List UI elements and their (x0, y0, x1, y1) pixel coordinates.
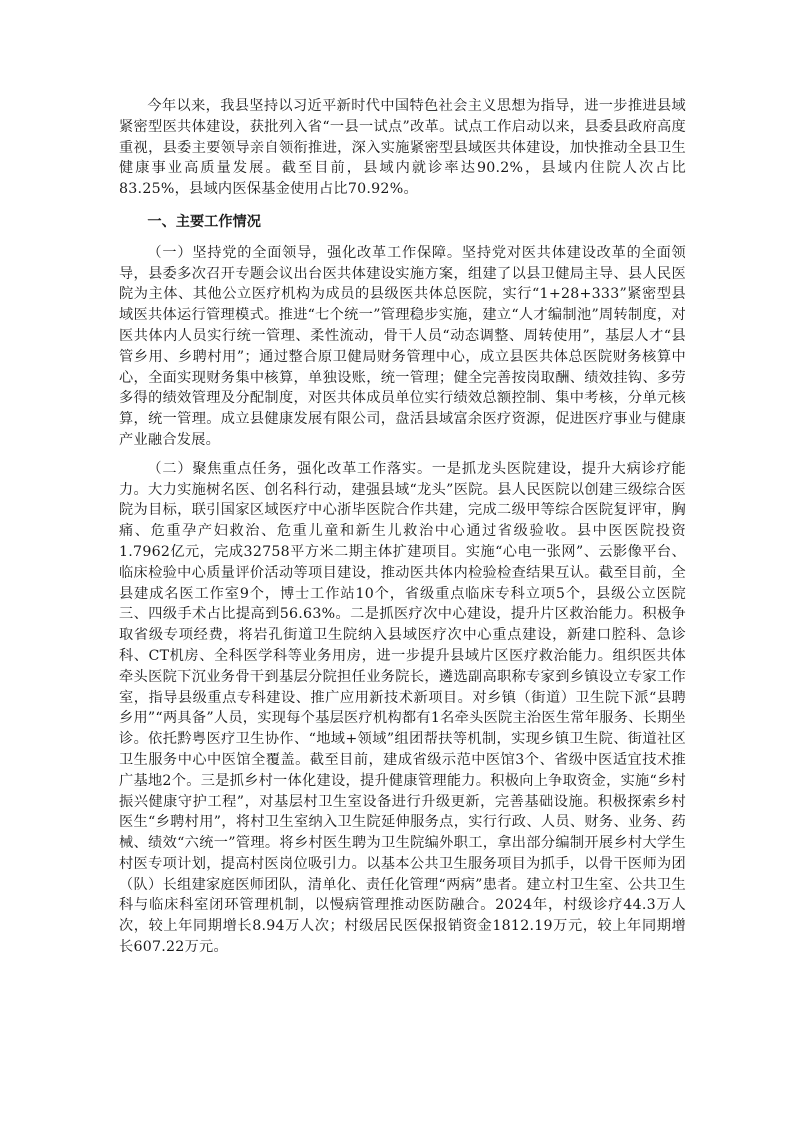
paragraph-key-tasks: （二）聚焦重点任务，强化改革工作落实。一是抓龙头医院建设，提升大病诊疗能力。大力实施树名医、创名科行动，建强县域“龙头”医院。县人民医院以创建三级综合医院为目标，联引国家区域医疗中心浙毕医院合作共建，完成二级甲等综合医院复评审，胸痛、危重孕产妇救治、危重儿童和新生儿救治中心通过省级验收。县中医医院投资1.7962亿元，完成32758平方米二期主体扩建项目。实施“心电一张网”、云影像平台、临床检验中心质量评价活动等项目建设，推动医共体内检验检查结果互认。截至目前，全县建成名医工作室9个，博士工作站10个，省级重点临床专科立项5个，县级公立医院三、四级手术占比提高到56.63%。二是抓医疗次中心建设，提升片区救治能力。积极争取省级专项经费，将岩孔街道卫生院纳入县域医疗次中心重点建设，新建口腔科、急诊科、CT机房、全科医学科等业务用房，进一步提升县域片区医疗救治能力。组织医共体牵头医院下沉业务骨干到基层分院担任业务院长，遴选副高职称专家到乡镇设立专家工作室，指导县级重点专科建设、推广应用新技术新项目。对乡镇（街道）卫生院下派“县聘乡用”“两具备”人员，实现每个基层医疗机构都有1名牵头医院主治医生常年服务、长期坐诊。依托黔粤医疗卫生协作、“地域+领域”组团帮扶等机制，实现乡镇卫生院、街道社区卫生服务中心中医馆全覆盖。截至目前，建成省级示范中医馆3个、省级中医适宜技术推广基地2个。三是抓乡村一体化建设，提升健康管理能力。积极向上争取资金，实施“乡村振兴健康守护工程”，对基层村卫生室设备进行升级更新，完善基础设施。积极探索乡村医生“乡聘村用”，将村卫生室纳入卫生院延伸服务点，实行行政、人员、财务、业务、药械、绩效“六统一”管理。将乡村医生聘为卫生院编外职工，拿出部分编制开展乡村大学生村医专项计划，提高村医岗位吸引力。以基本公共卫生服务项目为抓手，以骨干医师为团（队）长组建家庭医师团队，清单化、责任化管理“两病”患者。建立村卫生室、公共卫生科与临床科室闭环管理机制，以慢病管理推动医防融合。2024年，村级诊疗44.3万人次，较上年同期增长8.94万人次；村级居民医保报销资金1812.19万元，较上年同期增长607.22万元。 (119, 460, 686, 956)
paragraph-party-leadership: （一）坚持党的全面领导，强化改革工作保障。坚持党对医共体建设改革的全面领导，县委多次召开专题会议出台医共体建设实施方案，组建了以县卫健局主导、县人民医院为主体、其他公立医疗机构为成员的县级医共体总医院，实行“1+28+333”紧密型县域医共体运行管理模式。推进“七个统一”管理稳步实施，建立“人才编制池”周转制度，对医共体内人员实行统一管理、柔性流动，骨干人员“动态调整、周转使用”，基层人才“县管乡用、乡聘村用”；通过整合原卫健局财务管理中心，成立县医共体总医院财务核算中心，全面实现财务集中核算，单独设账，统一管理；健全完善按岗取酬、绩效挂钩、多劳多得的绩效管理及分配制度，对医共体成员单位实行绩效总额控制、集中考核，分单元核算，统一管理。成立县健康发展有限公司，盘活县域富余医疗资源，促进医疗事业与健康产业融合发展。 (119, 244, 686, 448)
section-heading: 一、主要工作情况 (147, 213, 261, 230)
paragraph-gap (119, 451, 686, 459)
intro-paragraph: 今年以来，我县坚持以习近平新时代中国特色社会主义思想为指导，进一步推进县域紧密型医共体建设，获批列入省“一县一试点”改革。试点工作启动以来，县委县政府高度重视，县委主要领导亲自领衔推进，深入实施紧密型县域医共体建设，加快推动全县卫生健康事业高质量发展。截至目前，县域内就诊率达90.2%，县域内住院人次占比83.25%，县域内医保基金使用占比70.92%。 (119, 98, 686, 198)
